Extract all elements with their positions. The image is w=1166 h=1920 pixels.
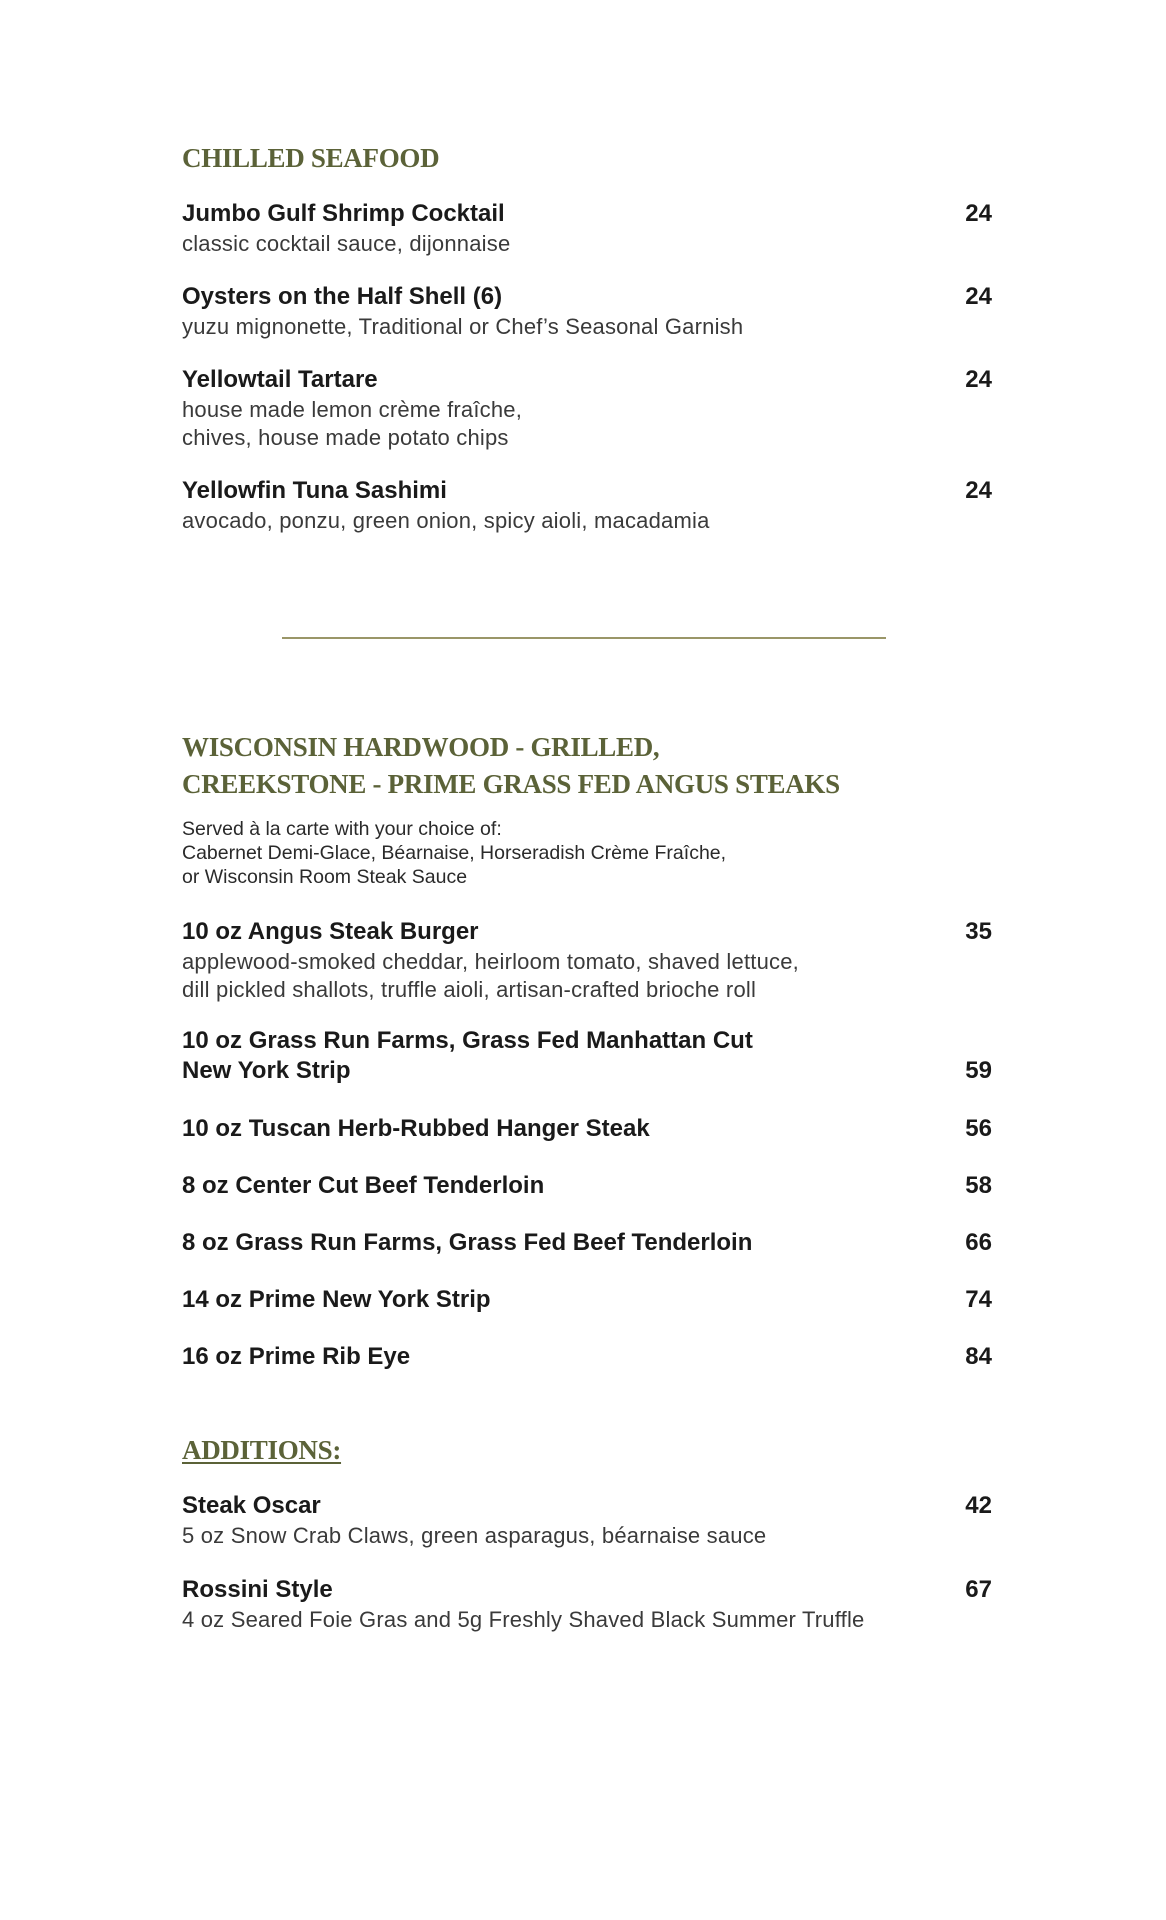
item-description: dill pickled shallots, truffle aioli, artisan-crafted brioche roll bbox=[182, 977, 757, 1002]
intro-line: Cabernet Demi-Glace, Béarnaise, Horseradish Crème Fraîche, bbox=[182, 842, 727, 864]
item-name: 8 oz Grass Run Farms, Grass Fed Beef Tenderloin bbox=[182, 1229, 753, 1256]
item-description: yuzu mignonette, Traditional or Chef’s Seasonal Garnish bbox=[182, 314, 744, 339]
menu-item-shrimp-cocktail bbox=[182, 199, 994, 257]
item-price: 42 bbox=[965, 1492, 992, 1519]
item-description: house made lemon crème fraîche, bbox=[182, 397, 523, 422]
intro-line: Served à la carte with your choice of: bbox=[182, 818, 502, 840]
section-divider bbox=[282, 637, 886, 639]
section-heading-steaks-line1: WISCONSIN HARDWOOD - GRILLED, bbox=[182, 732, 660, 762]
item-name: 10 oz Tuscan Herb-Rubbed Hanger Steak bbox=[182, 1115, 650, 1142]
item-name: Oysters on the Half Shell (6) bbox=[182, 283, 503, 310]
item-name: 8 oz Center Cut Beef Tenderloin bbox=[182, 1172, 545, 1199]
item-price: 74 bbox=[965, 1286, 992, 1313]
item-name: Steak Oscar bbox=[182, 1492, 321, 1519]
menu-item-prime-new-york-strip bbox=[182, 1285, 994, 1315]
menu-item-yellowtail-tartare bbox=[182, 365, 994, 451]
item-name: New York Strip bbox=[182, 1057, 351, 1084]
item-name: Rossini Style bbox=[182, 1576, 333, 1603]
menu-item-tuna-sashimi bbox=[182, 476, 994, 534]
item-name: 10 oz Grass Run Farms, Grass Fed Manhattan Cut bbox=[182, 1027, 753, 1054]
section-heading-chilled-seafood: CHILLED SEAFOOD bbox=[182, 143, 440, 173]
item-description: 5 oz Snow Crab Claws, green asparagus, béarnaise sauce bbox=[182, 1523, 767, 1548]
item-name: Jumbo Gulf Shrimp Cocktail bbox=[182, 200, 505, 227]
menu-item-grass-fed-tenderloin bbox=[182, 1228, 994, 1258]
item-name: 14 oz Prime New York Strip bbox=[182, 1286, 491, 1313]
item-price: 24 bbox=[965, 200, 992, 227]
section-heading-steaks-line2: CREEKSTONE - PRIME GRASS FED ANGUS STEAKS bbox=[182, 769, 840, 799]
intro-line: or Wisconsin Room Steak Sauce bbox=[182, 866, 468, 888]
item-price: 67 bbox=[965, 1576, 992, 1603]
item-description: avocado, ponzu, green onion, spicy aioli, macadamia bbox=[182, 508, 710, 533]
item-description: 4 oz Seared Foie Gras and 5g Freshly Shaved Black Summer Truffle bbox=[182, 1607, 865, 1632]
item-price: 24 bbox=[965, 366, 992, 393]
item-name: 16 oz Prime Rib Eye bbox=[182, 1343, 411, 1370]
item-name: 10 oz Angus Steak Burger bbox=[182, 918, 479, 945]
menu-item-steak-oscar bbox=[182, 1491, 994, 1549]
menu-item-manhattan-cut bbox=[182, 1026, 994, 1086]
item-price: 66 bbox=[965, 1229, 992, 1256]
menu-item-rossini-style bbox=[182, 1575, 994, 1633]
item-name: Yellowtail Tartare bbox=[182, 366, 378, 393]
menu-item-prime-rib-eye bbox=[182, 1342, 994, 1372]
menu-item-hanger-steak bbox=[182, 1114, 994, 1144]
item-description: chives, house made potato chips bbox=[182, 425, 509, 450]
item-name: Yellowfin Tuna Sashimi bbox=[182, 477, 447, 504]
item-price: 24 bbox=[965, 477, 992, 504]
menu-item-angus-burger bbox=[182, 917, 994, 1003]
item-description: applewood-smoked cheddar, heirloom tomato, shaved lettuce, bbox=[182, 949, 799, 974]
item-price: 24 bbox=[965, 283, 992, 310]
item-description: classic cocktail sauce, dijonnaise bbox=[182, 231, 511, 256]
section-heading-additions: ADDITIONS: bbox=[182, 1435, 342, 1465]
menu-item-oysters bbox=[182, 282, 994, 340]
item-price: 58 bbox=[965, 1172, 992, 1199]
item-price: 59 bbox=[965, 1057, 992, 1084]
item-price: 84 bbox=[965, 1343, 992, 1370]
menu-item-center-cut-tenderloin bbox=[182, 1171, 994, 1201]
steaks-intro bbox=[182, 817, 726, 889]
item-price: 35 bbox=[965, 918, 992, 945]
item-price: 56 bbox=[965, 1115, 992, 1142]
